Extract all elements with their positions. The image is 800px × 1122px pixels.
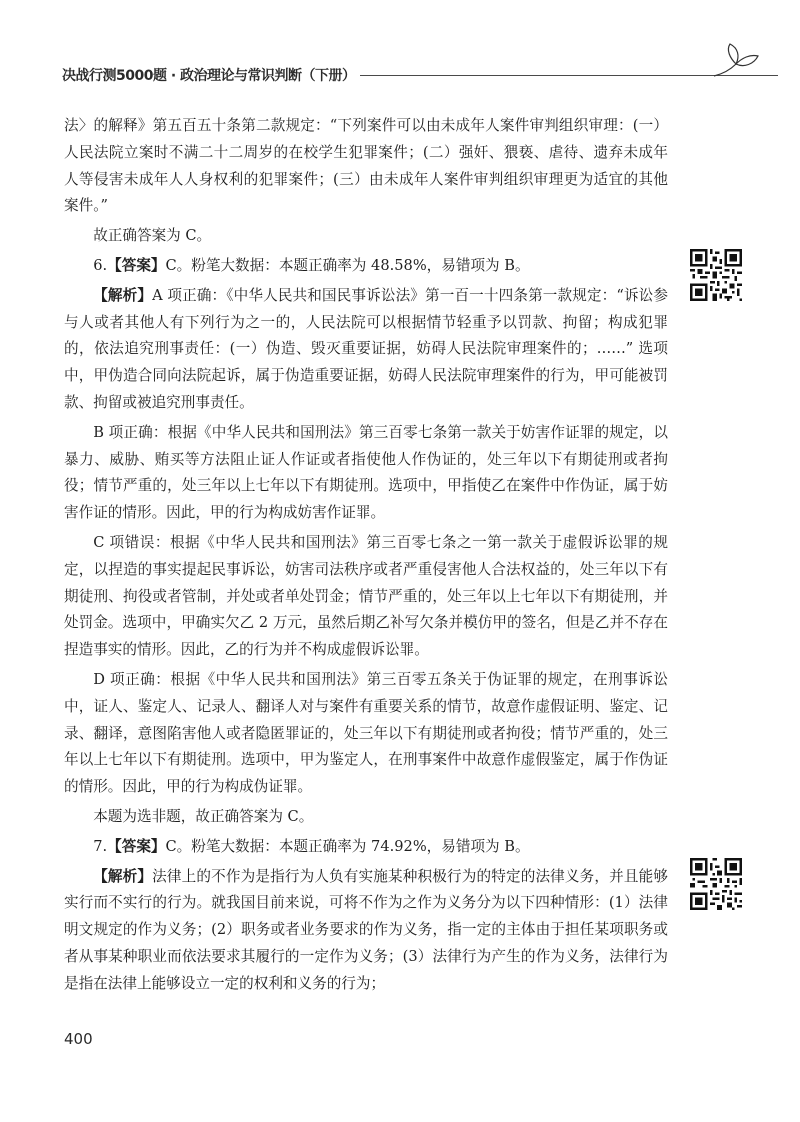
page-body — [64, 113, 668, 998]
paragraph-analysis-6-b: B 项正确：根据《中华人民共和国刑法》第三百零七条第一款关于妨害作证罪的规定，以暴力、威胁、贿买等方法阻止证人作证或者指使他人作伪证的，处三年以下有期徒刑或者拘役；情节严重的，处三年以上七年以下有期徒刑。选项中，甲指使乙在案件中作伪证，属于妨害作证的情形。因此，甲的行为构成妨害作证罪。 — [64, 423, 668, 522]
book-title: 决战行测5000题 · 政治理论与常识判断（下册） — [62, 68, 356, 84]
paragraph-analysis-6-c: C 项错误：根据《中华人民共和国刑法》第三百零七条之一第一款关于虚假诉讼罪的规定，以捏造的事实提起民事诉讼，妨害司法秩序或者严重侵害他人合法权益的，处三年以下有期徒刑、拘役或者管制，并处或者单处罚金；情节严重的，处三年以上七年以下有期徒刑，并处罚金。选项中，甲确实欠乙 2 万元，虽然后期乙补写欠条并模仿甲的签名，但是乙并不存在捏造事实的情形。因此，乙的行为并不构成虚假诉讼罪。 — [64, 533, 668, 659]
paragraph-answer-7: 7.【答案】C。粉笔大数据：本题正确率为 74.92%，易错项为 B。 — [93, 837, 530, 855]
paragraph-answer-6: 6.【答案】C。粉笔大数据：本题正确率为 48.58%，易错项为 B。 — [93, 256, 530, 274]
paragraph-continued-regulation: 法〉的解释》第五百五十条第二款规定：“下列案件可以由未成年人案件审判组织审理：(一）人民法院立案时不满二十二周岁的在校学生犯罪案件；(二）强奸、猥亵、虐待、遗弃未成年人等侵害未成年人人身权利的犯罪案件；(三）由未成年人案件审判组织审理更为适宜的其他案件。” — [64, 117, 668, 215]
section-tag: 【解析】 — [93, 867, 153, 885]
section-tag: 【答案】 — [107, 256, 166, 274]
section-tag: 【答案】 — [107, 837, 166, 855]
paragraph-analysis-6-a: 【解析】A 项正确：《中华人民共和国民事诉讼法》第一百一十四条第一款规定：“诉讼参与人或者其他人有下列行为之一的，人民法院可以根据情节轻重予以罚款、拘留；构成犯罪的，依法追究刑事责任：(一）伪造、毁灭重要证据，妨碍人民法院审理案件的；……” 选项中，甲伪造合同向法院起诉，属于伪造重要证据，妨碍人民法院审理案件的行为，甲可能被罚款、拘留或被追究刑事责任。 — [64, 286, 668, 411]
qr-code-icon[interactable] — [690, 249, 742, 301]
page-number: 400 — [64, 1030, 93, 1048]
section-tag: 【解析】 — [93, 286, 153, 304]
sprout-leaf-icon — [712, 40, 768, 80]
paragraph-analysis-6-d: D 项正确：根据《中华人民共和国刑法》第三百零五条关于伪证罪的规定，在刑事诉讼中，证人、鉴定人、记录人、翻译人对与案件有重要关系的情节，故意作虚假证明、鉴定、记录、翻译，意图陷害他人或者隐匿罪证的，处三年以下有期徒刑或者拘役；情节严重的，处三年以上七年以下有期徒刑。选项中，甲为鉴定人，在刑事案件中故意作虚假鉴定，属于作伪证的情形。因此，甲的行为构成伪证罪。 — [64, 670, 668, 796]
paragraph-analysis-7: 【解析】法律上的不作为是指行为人负有实施某种积极行为的特定的法律义务，并且能够实行而不实行的行为。就我国目前来说，可将不作为之作为义务分为以下四种情形：(1）法律明文规定的作为义务；(2）职务或者业务要求的作为义务，指一定的主体由于担任某项职务或者从事某种职业而依法要求其履行的一定作为义务；(3）法律行为产生的作为义务，法律行为是指在法律上能够设立一定的权利和义务的行为； — [64, 867, 668, 992]
paragraph-answer-6-conclusion: 本题为选非题，故正确答案为 C。 — [93, 807, 314, 825]
paragraph-answer-5-conclusion: 故正确答案为 C。 — [93, 227, 212, 245]
running-header — [62, 62, 762, 88]
qr-code-icon[interactable] — [690, 858, 742, 910]
